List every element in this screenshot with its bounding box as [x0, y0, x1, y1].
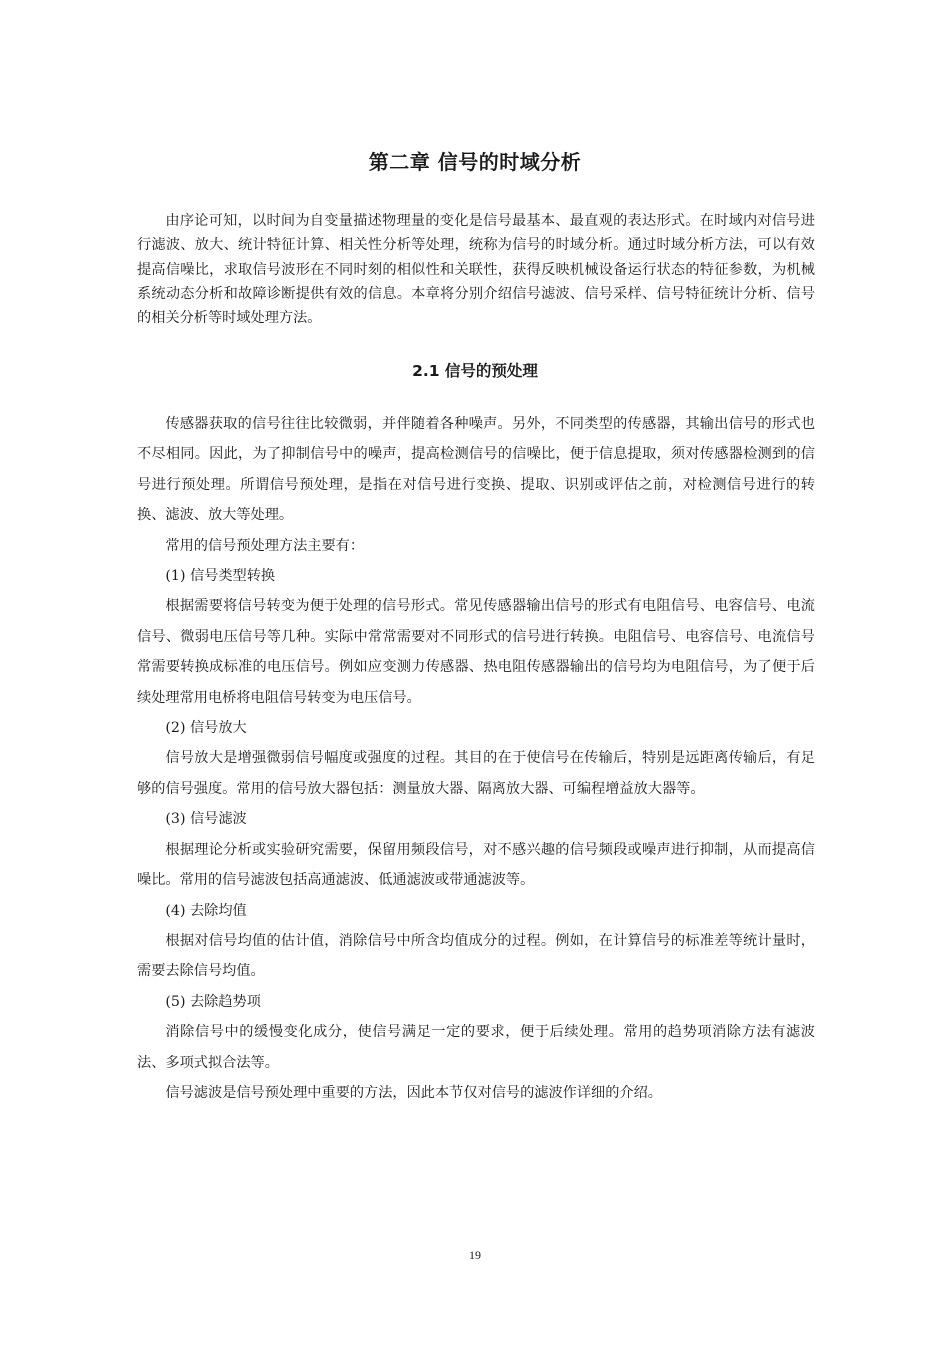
paragraph-signal-filtering: 根据理论分析或实验研究需要，保留用频段信号，对不感兴趣的信号频段或噪声进行抑制，从而提高信噪比。常用的信号滤波包括高通滤波、低通滤波或带通滤波等。 — [137, 841, 815, 889]
list-heading-trend-removal: (5) 去除趋势项 — [165, 993, 261, 1010]
paragraph-sensor-signals: 传感器获取的信号往往比较微弱，并伴随着各种噪声。另外，不同类型的传感器，其输出信号的形式也不尽相同。因此，为了抑制信号中的噪声，提高检测信号的信噪比，便于信息提取，须对传感器检测到的信号进行预处理。所谓信号预处理，是指在对信号进行变换、提取、识别或评估之前，对检测信号进行的转换、滤波、放大等处理。 — [137, 416, 815, 524]
section-title: 2.1 信号的预处理 — [412, 362, 538, 380]
intro-paragraph: 由序论可知，以时间为自变量描述物理量的变化是信号最基本、最直观的表达形式。在时域内对信号进行滤波、放大、统计特征计算、相关性分析等处理，统称为信号的时域分析。通过时域分析方法，可以有效提高信噪比，求取信号波形在不同时刻的相似性和关联性，获得反映机械设备运行状态的特征参数，为机械系统动态分析和故障诊断提供有效的信息。本章将分别介绍信号滤波、信号采样、信号特征统计分析、信号的相关分析等时域处理方法。 — [137, 213, 815, 327]
chapter-title: 第二章 信号的时域分析 — [368, 150, 582, 174]
paragraph-signal-conversion: 根据需要将信号转变为便于处理的信号形式。常见传感器输出信号的形式有电阻信号、电容信号、电流信号、微弱电压信号等几种。实际中常常需要对不同形式的信号进行转换。电阻信号、电容信号、电流信号常需要转换成标准的电压信号。例如应变测力传感器、热电阻传感器输出的信号均为电阻信号，为了便于后续处理常用电桥将电阻信号转变为电压信号。 — [137, 598, 815, 706]
paragraph-mean-removal: 根据对信号均值的估计值，消除信号中所含均值成分的过程。例如，在计算信号的标准差等统计量时，需要去除信号均值。 — [137, 932, 815, 980]
section-body — [137, 409, 815, 1108]
paragraph-signal-amplification: 信号放大是增强微弱信号幅度或强度的过程。其目的在于使信号在传输后，特别是远距离传输后，有足够的信号强度。常用的信号放大器包括：测量放大器、隔离放大器、可编程增益放大器等。 — [137, 750, 815, 797]
paragraph-methods-intro: 常用的信号预处理方法主要有： — [165, 537, 365, 554]
page-number: 19 — [469, 1248, 481, 1262]
paragraph-conclusion: 信号滤波是信号预处理中重要的方法，因此本节仅对信号的滤波作详细的介绍。 — [165, 1084, 662, 1101]
list-heading-signal-conversion: (1) 信号类型转换 — [165, 568, 276, 585]
list-heading-signal-amplification: (2) 信号放大 — [165, 720, 247, 737]
paragraph-trend-removal: 消除信号中的缓慢变化成分，使信号满足一定的要求，便于后续处理。常用的趋势项消除方法有滤波法、多项式拟合法等。 — [137, 1024, 815, 1071]
list-heading-signal-filtering: (3) 信号滤波 — [165, 811, 247, 828]
list-heading-mean-removal: (4) 去除均值 — [165, 902, 247, 919]
